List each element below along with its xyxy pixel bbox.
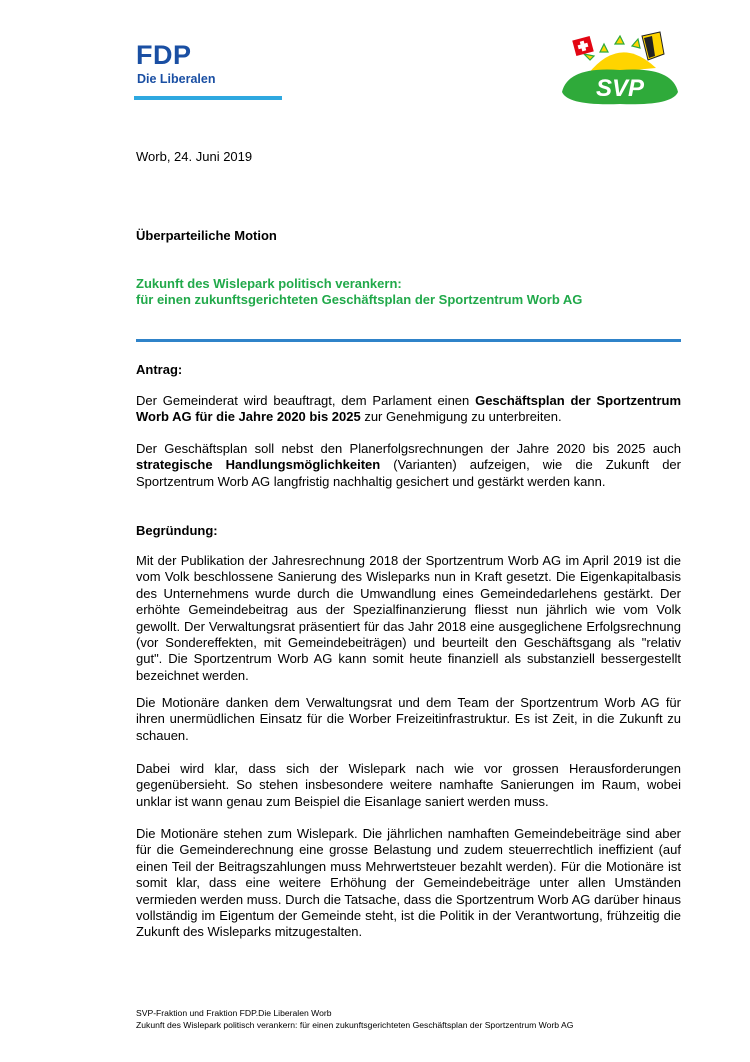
footer-line-1: SVP-Fraktion und Fraktion FDP.Die Liberalen Worb [136, 1008, 332, 1018]
motion-subject [136, 276, 681, 309]
begruendung-paragraph-3: Dabei wird klar, dass sich der Wislepark nach wie vor grossen Herausforderungen gegenübersieht. So stehen insbesondere weitere namhafte Sanierungen im Raum, wobei unklar ist wann genau zum Beispiel die Eisanlage saniert werden muss. [136, 761, 681, 809]
antrag-p2-bold: strategische Handlungsmöglichkeiten [136, 457, 381, 473]
motion-subject-line2: für einen zukunftsgerichteten Geschäftsplan der Sportzentrum Worb AG [136, 292, 583, 308]
swiss-flag-icon [572, 36, 594, 56]
begruendung-paragraph-4: Die Motionäre stehen zum Wislepark. Die jährlichen namhaften Gemeindebeiträge sind aber für die Gemeinderechnung eine grosse Belastung und zudem steuerrechtlich ineffizient (auf einen Teil der Beitragszahlungen muss Mehrwertsteuer bezahlt werden). Für die Motionäre ist somit klar, dass eine weitere Erhöhung der Gemeindebeiträge unter allen Umständen vermieden werden muss. Durch die Tatsache, dass die Sportzentrum Worb AG darüber hinaus vollständig im Eigentum der Gemeinde steht, ist die Politik in der Verantwortung, frühzeitig die Zukunft des Wisleparks mitzugestalten. [136, 826, 681, 940]
antrag-paragraph-1 [136, 393, 681, 426]
section-divider [136, 339, 681, 342]
bern-flag-icon [642, 32, 664, 60]
fdp-logo-name: FDP [136, 40, 192, 70]
fdp-logo [134, 40, 282, 102]
antrag-heading: Antrag: [136, 362, 183, 377]
fdp-logo-subtitle: Die Liberalen [137, 72, 216, 86]
antrag-p2-text-c: (Varianten) aufzeigen, wie die Zukunft der Sportzentrum Worb AG langfristig nachhaltig gesichert und gestärkt werden kann. [136, 457, 681, 489]
svp-logo [560, 30, 680, 106]
begruendung-paragraph-1: Mit der Publikation der Jahresrechnung 2018 der Sportzentrum Worb AG im April 2019 ist die vom Volk beschlossene Sanierung des Wisleparks nun in Kraft gesetzt. Die Eigenkapitalbasis des Unternehmens wurde durch die Umwandlung eines Gemeindedarlehens gestärkt. Der erhöhte Gemeindebeitrag aus der Spezialfinanzierung fliesst nun jährlich wie vom Volk gewollt. Der Verwaltungsrat präsentiert für das Jahr 2018 eine ausgeglichene Erfolgsrechnung (vor Sondereffekten, mit Gemeindebeiträgen) und beurteilt den Geschäftsgang als "relativ gut". Die Sportzentrum Worb AG kann somit heute finanziell als substanziell bessergestellt bezeichnet werden. [136, 553, 681, 683]
motion-type: Überparteiliche Motion [136, 228, 277, 243]
antrag-p2-text-a: Der Geschäftsplan soll nebst den Planerfolgsrechnungen der Jahre 2020 bis 2025 auch [136, 441, 681, 456]
begruendung-heading: Begründung: [136, 523, 218, 538]
antrag-p1-bold: Geschäftsplan der Sportzentrum Worb AG für die Jahre 2020 bis 2025 [136, 393, 682, 425]
begruendung-paragraph-2: Die Motionäre danken dem Verwaltungsrat und dem Team der Sportzentrum Worb AG für ihren unermüdlichen Einsatz für die Worber Freizeitinfrastruktur. Es ist Zeit, in die Zukunft zu schauen. [136, 695, 681, 743]
motion-subject-line1: Zukunft des Wislepark politisch verankern: [136, 276, 402, 291]
page-footer [136, 1008, 573, 1031]
antrag-paragraph-2 [136, 441, 681, 490]
letter-date: Worb, 24. Juni 2019 [136, 149, 253, 164]
antrag-p1-text-a: Der Gemeinderat wird beauftragt, dem Parlament einen [136, 393, 476, 408]
antrag-p1-text-c: zur Genehmigung zu unterbreiten. [360, 409, 562, 425]
footer-line-2: Zukunft des Wislepark politisch verankern: für einen zukunftsgerichteten Geschäftsplan der Sportzentrum Worb AG [136, 1019, 574, 1030]
svp-logo-name: SVP [595, 75, 645, 102]
fdp-logo-bar [134, 96, 282, 100]
